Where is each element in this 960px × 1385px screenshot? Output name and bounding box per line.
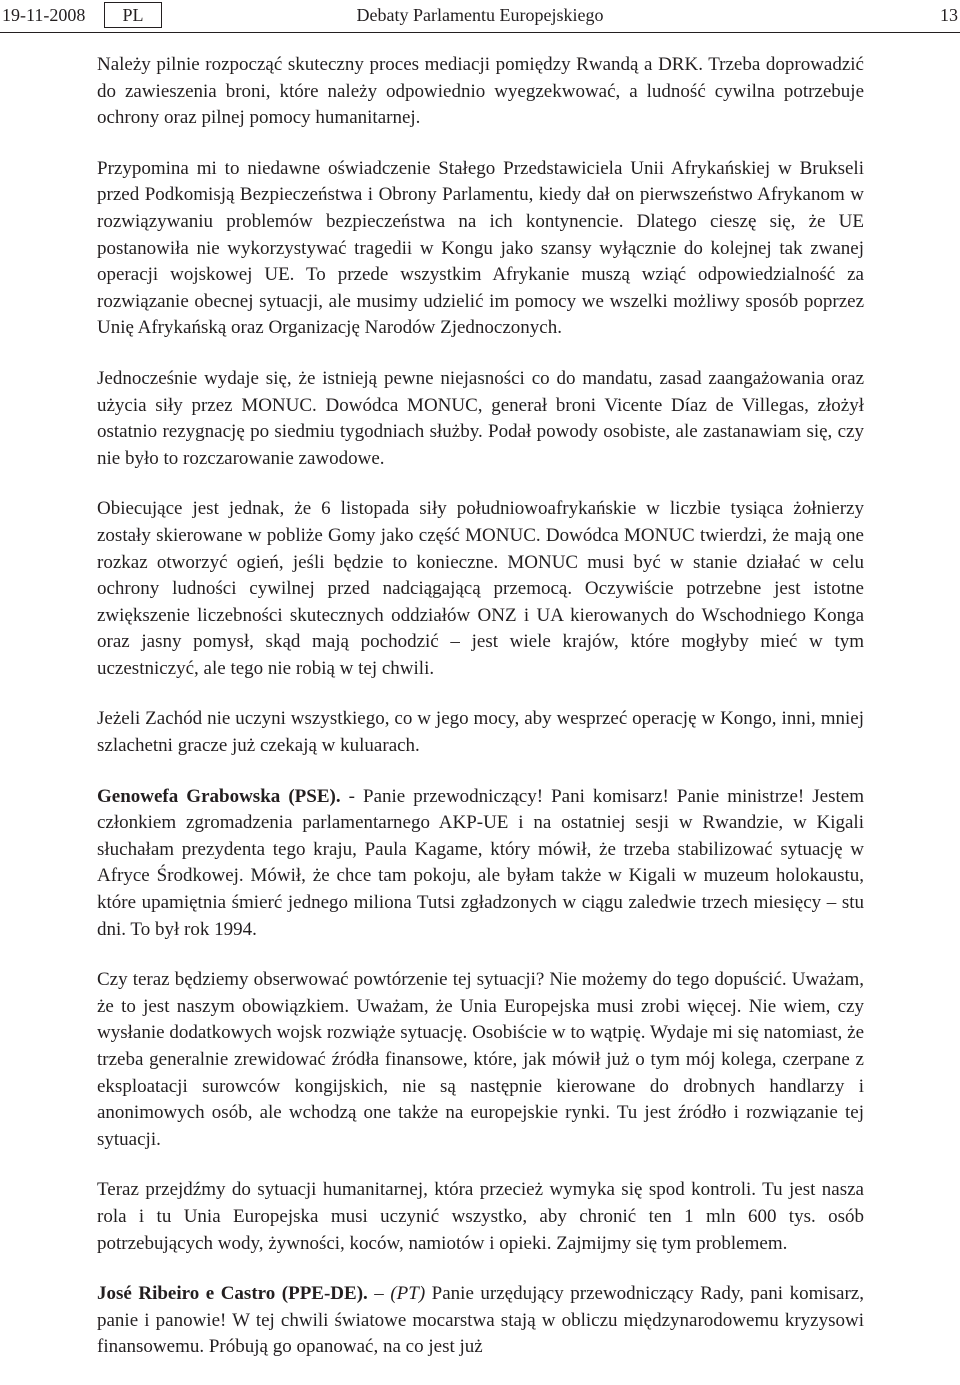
paragraph-text: Obiecujące jest jednak, że 6 listopada siły południowoafrykańskie w liczbie tysiąca żołnierzy zostały skierowane w pobliże Gomy jako część MONUC. Dowódca MONUC twierdzi, że mają one rozkaz otworzyć ogień, jeśli będzie to konieczne. MONUC musi być w stanie działać w celu ochrony ludności cywilnej przed nadciągającą przemocą. Oczywiście potrzebne jest istotne zwiększenie liczebności skutecznych oddziałów ONZ i UA kierowanych do Wschodniego Konga oraz jasny pomysł, skąd mają pochodzić – jest wiele krajów, które mogłyby mieć w tym uczestniczyć, ale tego nie robią w tej chwili. — [97, 498, 864, 679]
paragraph — [97, 706, 864, 759]
page-number: 13 — [940, 5, 958, 25]
language-box: PL — [104, 2, 162, 28]
document-body — [97, 52, 864, 1385]
paragraph — [97, 496, 864, 682]
paragraph-text: Panie urzędujący przewodniczący Rady, pani komisarz, panie i panowie! W tej chwili światowe mocarstwa stają w obliczu międzynarodowemu kryzysowi finansowemu. Próbują go opanować, na co jest już — [97, 1283, 864, 1358]
header-rule — [0, 32, 960, 33]
speaker-name: Genowefa Grabowska (PSE). — [97, 785, 341, 807]
paragraph-text: - Panie przewodniczący! Pani komisarz! Panie ministrze! Jestem członkiem zgromadzenia parlamentarnego AKP-UE i na ostatniej sesji w Rwandzie, w Kigali słuchałam prezydenta tego kraju, Paula Kagame, który mówił, że trzeba stabilizować sytuację w Afryce Środkowej. Mówił, że chce tam pokoju, ale byłam także w Kigali w muzeum holokaustu, które upamiętnia śmierć jednego miliona Tutsi zgładzonych w ciągu zaledwie trzech miesięcy – stu dni. To był rok 1994. — [97, 785, 864, 940]
paragraph-text: Czy teraz będziemy obserwować powtórzenie tej sytuacji? Nie możemy do tego dopuścić. Uważam, że to jest naszym obowiązkiem. Uważam, że Unia Europejska musi zrobi więcej. Nie wiem, czy wysłanie dodatkowych wojsk rozwiąże sytuację. Osobiście w to wątpię. Wydaje mi się natomiast, że trzeba generalnie zrewidować źródła finansowe, które, jak mówił już o tym mój kolega, czerpane z eksploatacji surowców kongijskich, nie są następnie kierowane do drobnych handlarzy i anonimowych osób, ale wchodzą one także na europejskie rynki. Tu jest źródło i rozwiązanie tej sytuacji. — [97, 969, 864, 1150]
paragraph-text: Teraz przejdźmy do sytuacji humanitarnej, która przecież wymyka się spod kontroli. Tu jest nasza rola i tu Unia Europejska musi uczynić wszystko, aby chronić ten 1 mln 600 tys. osób potrzebujących wody, żywności, koców, namiotów i opieki. Zajmijmy się tym problemem. — [97, 1179, 864, 1254]
header-date: 19-11-2008 — [2, 5, 86, 25]
paragraph-text: Należy pilnie rozpocząć skuteczny proces mediacji pomiędzy Rwandą a DRK. Trzeba doprowadzić do zawieszenia broni, które należy odpowiednio wyegzekwować, a ludność cywilna potrzebuje ochrony oraz pilnej pomocy humanitarnej. — [97, 54, 864, 129]
paragraph-text: Jeżeli Zachód nie uczyni wszystkiego, co w jego mocy, aby wesprzeć operację w Kongo, inni, mniej szlachetni gracze już czekają w kuluarach. — [97, 708, 864, 757]
paragraph-text: Jednocześnie wydaje się, że istnieją pewne niejasności co do mandatu, zasad zaangażowania oraz użycia siły przez MONUC. Dowódca MONUC, generał broni Vicente Díaz de Villegas, złożył ostatnio rezygnację po siedmiu tygodniach służby. Podał powody osobiste, ale zastanawiam się, czy nie było to rozczarowanie zawodowe. — [97, 367, 864, 469]
original-language-tag: (PT) — [390, 1283, 426, 1305]
paragraph — [97, 156, 864, 342]
paragraph — [97, 52, 864, 132]
page-header — [0, 0, 960, 34]
paragraph-text: Przypomina mi to niedawne oświadczenie Stałego Przedstawiciela Unii Afrykańskiej w Brukseli przed Podkomisją Bezpieczeństwa i Obrony Parlamentu, kiedy dał on pierwszeństwo Afrykanom w rozwiązywaniu problemów bezpieczeństwa na ich kontynencie. Dlatego cieszę się, że UE postanowiła nie wykorzystywać tragedii w Kongu jako szansy wyłącznie do kolejnej tak zwanej operacji wojskowej UE. To przede wszystkim Afrykanie muszą wziąć odpowiedzialność za rozwiązanie obecnej sytuacji, ale musimy udzielić im pomocy we wszelki możliwy sposób poprzez Unię Afrykańską oraz Organizację Narodów Zjednoczonych. — [97, 157, 864, 339]
speaker-name: José Ribeiro e Castro (PPE-DE). — [97, 1283, 368, 1305]
paragraph — [97, 967, 864, 1153]
speech-dash: – — [367, 1283, 391, 1305]
paragraph — [97, 1177, 864, 1257]
paragraph — [97, 366, 864, 472]
speech-paragraph — [97, 1281, 864, 1361]
speech-paragraph — [97, 784, 864, 944]
publication-title: Debaty Parlamentu Europejskiego — [356, 5, 604, 25]
